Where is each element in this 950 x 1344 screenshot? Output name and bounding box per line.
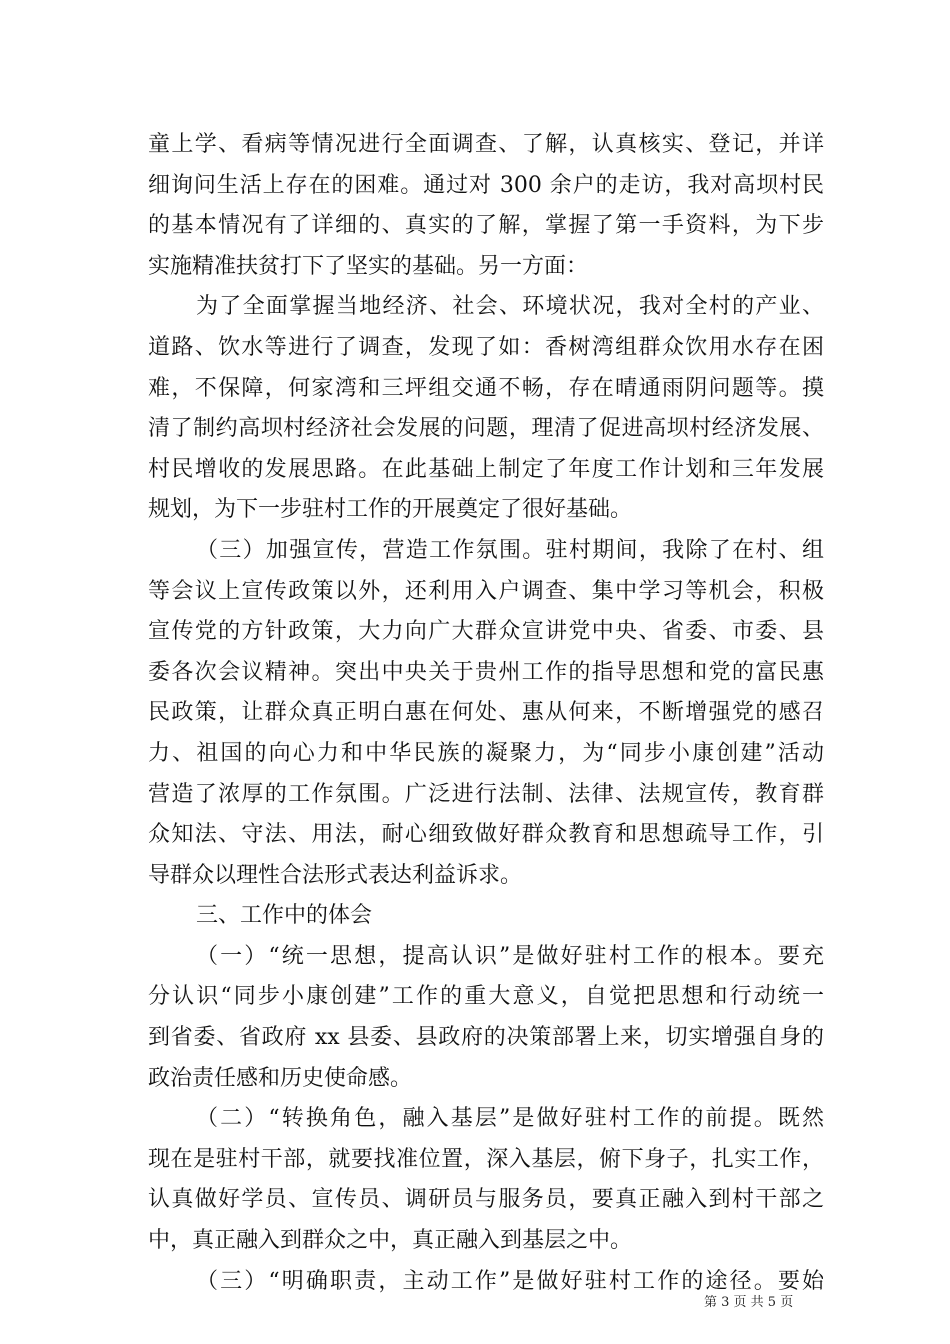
text-line: 分认识“同步小康创建”工作的重大意义，自觉把思想和行动统一 <box>148 984 824 1010</box>
text-line: 认真做好学员、宣传员、调研员与服务员，要真正融入到村干部之 <box>148 1187 824 1213</box>
text-line: 难，不保障，何家湾和三坪组交通不畅，存在晴通雨阴问题等。摸 <box>148 375 824 401</box>
document-body <box>148 125 824 1302</box>
text-line: 民政策，让群众真正明白惠在何处、惠从何来，不断增强党的感召 <box>148 700 824 726</box>
text-line: 到省委、省政府 xx 县委、县政府的决策部署上来，切实增强自身的 <box>148 1025 824 1051</box>
text-line: 宣传党的方针政策，大力向广大群众宣讲党中央、省委、市委、县 <box>148 619 824 645</box>
text-line: 现在是驻村干部，就要找准位置，深入基层，俯下身子，扎实工作， <box>148 1146 824 1172</box>
page-number-footer: 第 3 页 共 5 页 <box>704 1295 794 1310</box>
text-line: 政治责任感和历史使命感。 <box>148 1065 413 1091</box>
text-line: 清了制约高坝村经济社会发展的问题，理清了促进高坝村经济发展、 <box>148 416 824 442</box>
text-line: 细询问生活上存在的困难。通过对 300 余户的走访，我对高坝村民 <box>148 172 824 198</box>
text-line: 导群众以理性合法形式表达利益诉求。 <box>148 862 523 888</box>
text-line: 为了全面掌握当地经济、社会、环境状况，我对全村的产业、 <box>196 294 824 320</box>
text-line: 童上学、看病等情况进行全面调查、了解，认真核实、登记，并详 <box>148 132 824 157</box>
text-line: 等会议上宣传政策以外，还利用入户调查、集中学习等机会，积极 <box>148 578 824 604</box>
text-line: 众知法、守法、用法，耐心细致做好群众教育和思想疏导工作，引 <box>148 822 824 848</box>
text-line: （三）“明确职责，主动工作”是做好驻村工作的途径。要始 <box>196 1268 824 1294</box>
text-line: 规划，为下一步驻村工作的开展奠定了很好基础。 <box>148 497 633 523</box>
text-line: （二）“转换角色，融入基层”是做好驻村工作的前提。既然 <box>196 1106 824 1132</box>
text-line: 实施精准扶贫打下了坚实的基础。另一方面： <box>148 253 589 279</box>
text-line: 中，真正融入到群众之中，真正融入到基层之中。 <box>148 1228 633 1254</box>
text-line: 三、工作中的体会 <box>196 903 373 929</box>
text-line: 的基本情况有了详细的、真实的了解，掌握了第一手资料，为下步 <box>148 213 824 239</box>
text-line: 村民增收的发展思路。在此基础上制定了年度工作计划和三年发展 <box>148 456 824 482</box>
text-line: 道路、饮水等进行了调查，发现了如：香树湾组群众饮用水存在困 <box>148 334 824 360</box>
text-line: （一）“统一思想，提高认识”是做好驻村工作的根本。要充 <box>196 943 824 969</box>
text-line: （三）加强宣传，营造工作氛围。驻村期间，我除了在村、组 <box>196 537 824 563</box>
text-line: 营造了浓厚的工作氛围。广泛进行法制、法律、法规宣传，教育群 <box>148 781 824 807</box>
text-line: 力、祖国的向心力和中华民族的凝聚力，为“同步小康创建”活动 <box>148 740 824 766</box>
text-line: 委各次会议精神。突出中央关于贵州工作的指导思想和党的富民惠 <box>148 659 824 685</box>
